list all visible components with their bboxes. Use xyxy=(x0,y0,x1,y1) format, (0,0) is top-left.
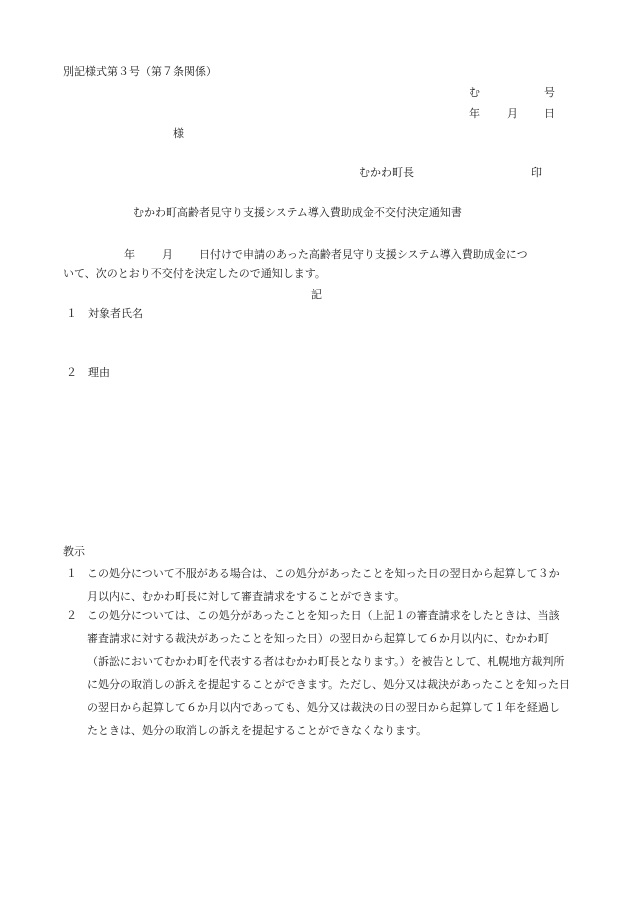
intro-text-line1: 日付けで申請のあった高齢者見守り支援システム導入費助成金につ xyxy=(199,248,528,261)
doc-number-prefix: む xyxy=(469,86,480,99)
instruction-heading: 教示 xyxy=(63,545,85,558)
seal-mark: 印 xyxy=(531,166,542,179)
ki-mark: 記 xyxy=(311,288,322,301)
section-2-label: 理由 xyxy=(88,366,110,379)
instruction-2-number: ２ xyxy=(66,609,77,622)
instruction-1-number: １ xyxy=(66,567,77,580)
section-1-number: １ xyxy=(66,307,77,320)
intro-text-line2: いて、次のとおり不交付を決定したので通知します。 xyxy=(63,267,326,280)
intro-year: 年 xyxy=(124,248,135,261)
section-1-label: 対象者氏名 xyxy=(88,307,143,320)
date-year: 年 xyxy=(469,107,480,120)
instruction-2-text: この処分については、この処分があったことを知った日（上記１の審査請求をしたときは、当該審査請求に対する裁決があったことを知った日）の翌日から起算して６か月以内に、むかわ町（訴訟においてむかわ町を代表する者はむかわ町長となります。）を被告として、札幌地方裁判所に処分の取消しの訴えを提起することができます。ただし、処分又は裁決があったことを知った日の翌日から起算して６か月以内であっても、処分又は裁決の日の翌日から起算して１年を経過したときは、処分の取消しの訴えを提起することができなくなります。 xyxy=(87,609,571,737)
instruction-item-1 xyxy=(63,562,570,608)
doc-number-suffix: 号 xyxy=(544,86,555,99)
addressee-honorific: 様 xyxy=(173,127,184,140)
form-number: 別記様式第３号（第７条関係） xyxy=(63,65,217,78)
issuer-name: むかわ町長 xyxy=(359,166,414,179)
section-2-number: ２ xyxy=(66,366,77,379)
intro-month: 月 xyxy=(162,248,173,261)
date-day: 日 xyxy=(544,107,555,120)
instruction-item-2 xyxy=(63,604,570,742)
instruction-1-text: この処分について不服がある場合は、この処分があったことを知った日の翌日から起算して３か月以内に、むかわ町長に対して審査請求をすることができます。 xyxy=(87,567,560,603)
date-month: 月 xyxy=(507,107,518,120)
document-title: むかわ町高齢者見守り支援システム導入費助成金不交付決定通知書 xyxy=(133,206,462,219)
